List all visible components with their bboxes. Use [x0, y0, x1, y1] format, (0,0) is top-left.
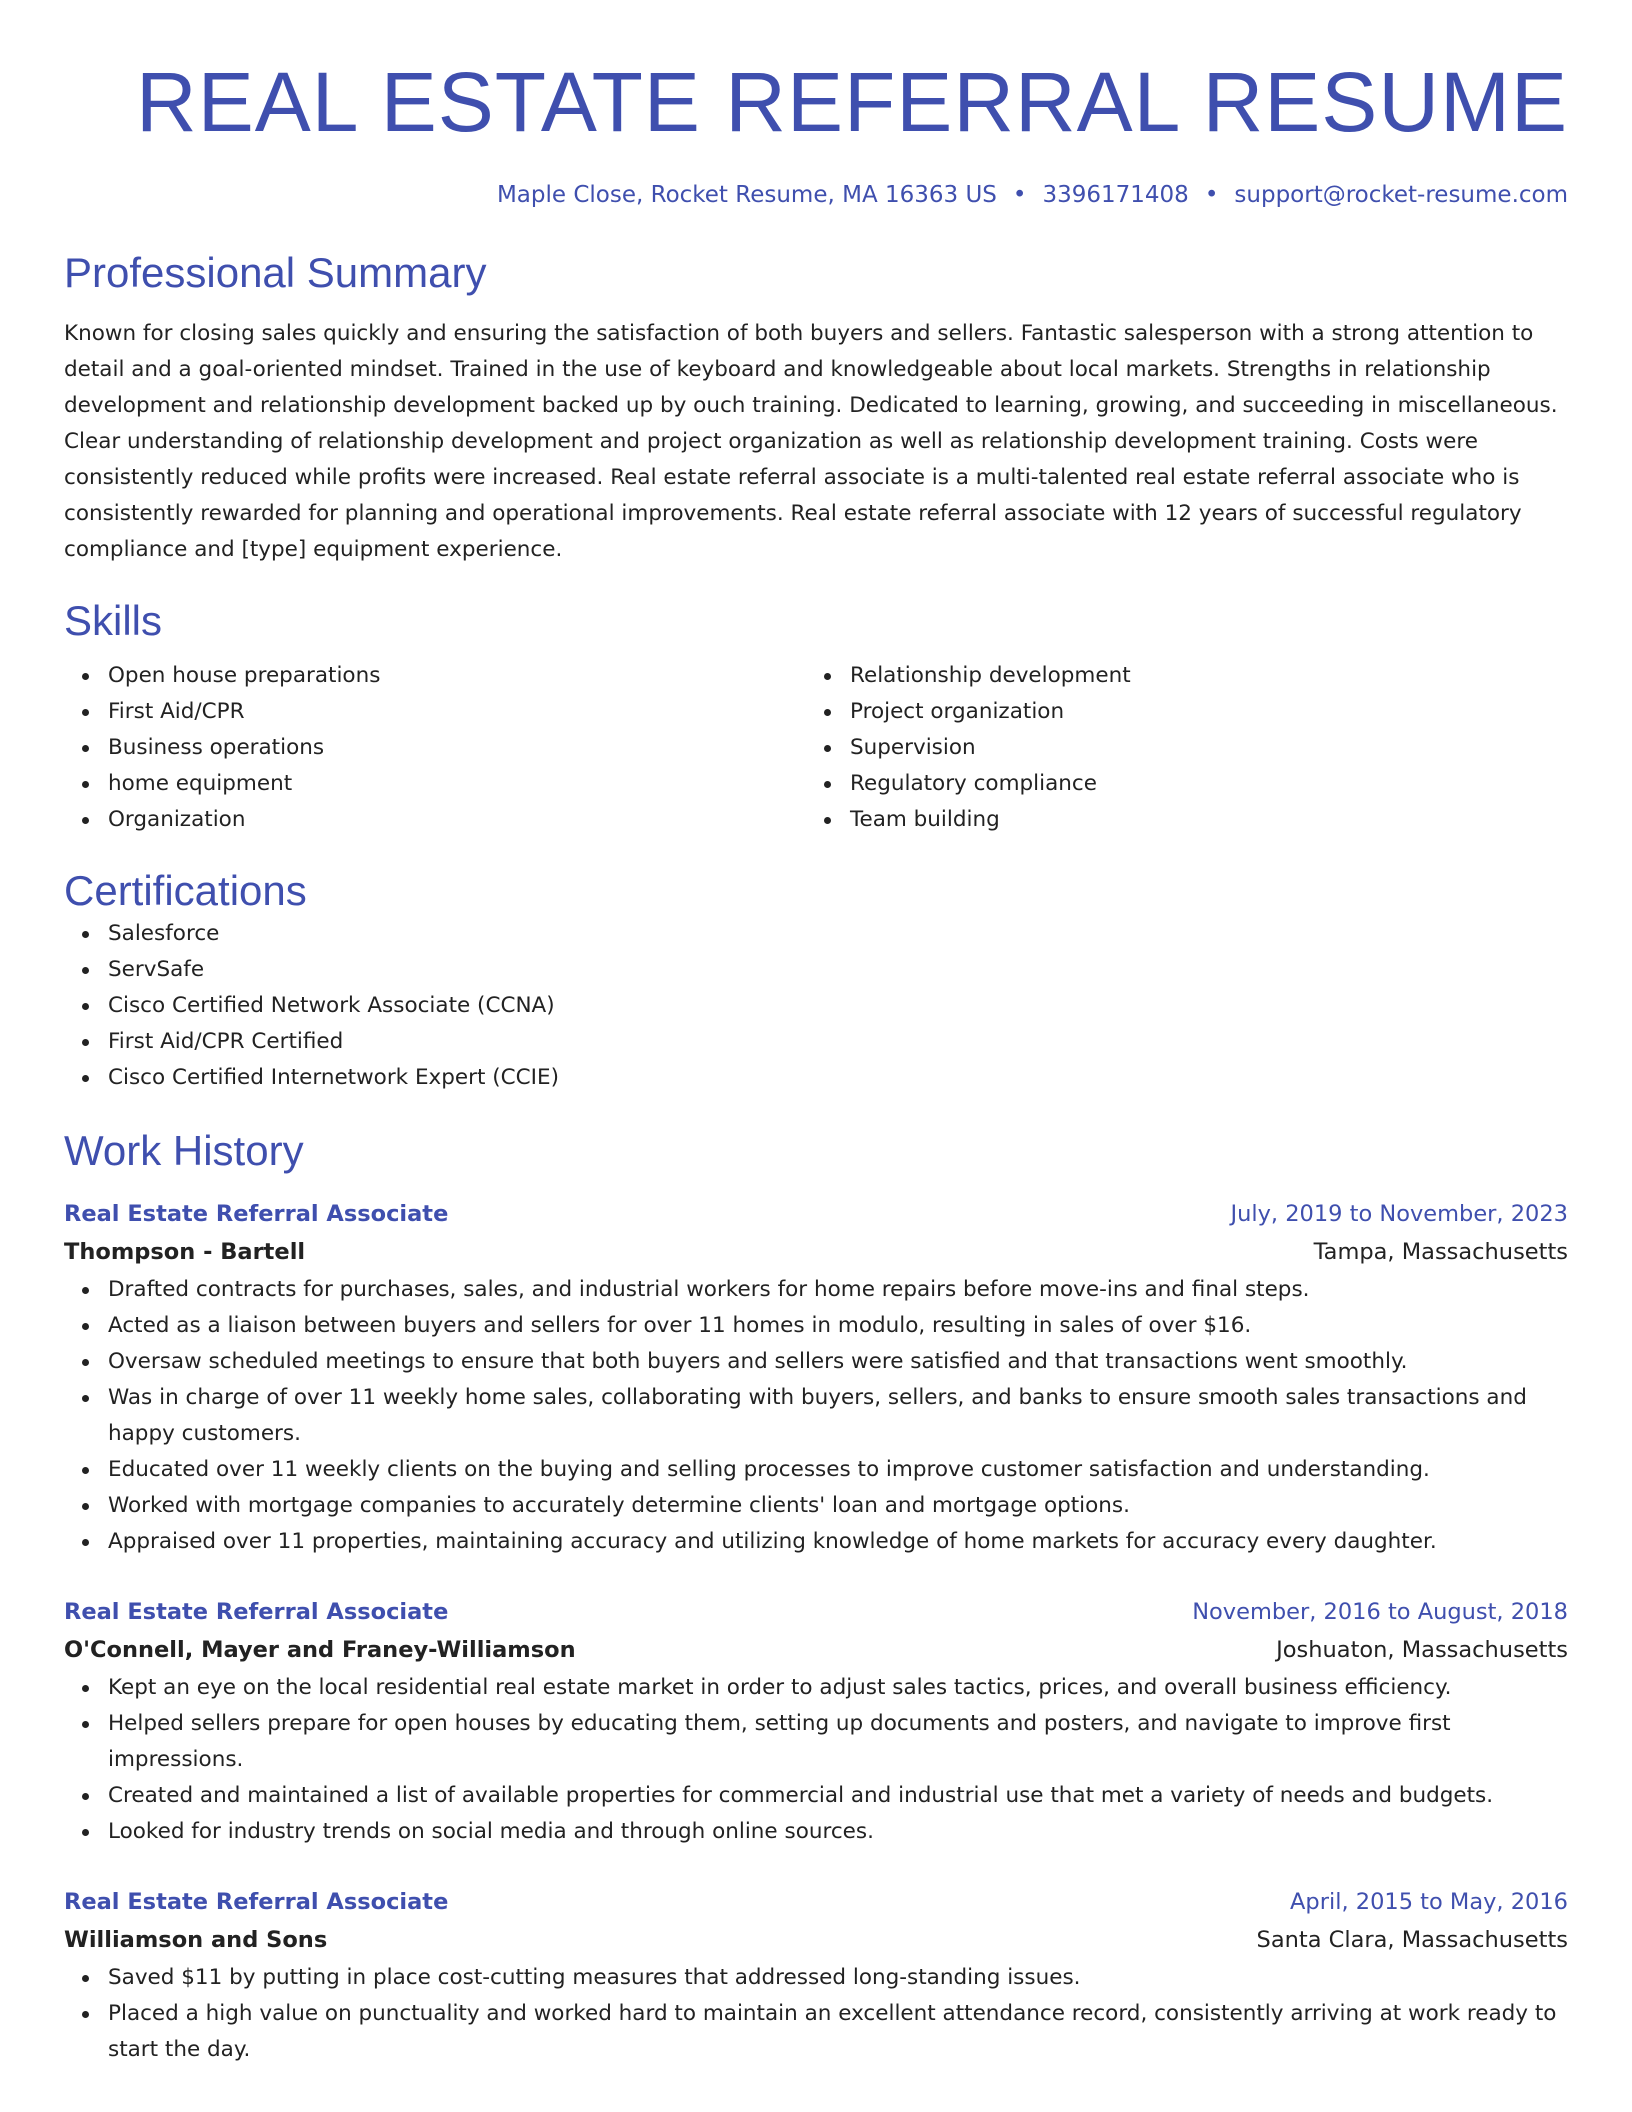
contact-separator: • [1012, 182, 1027, 208]
job-duty: Kept an eye on the local residential real estate market in order to adjust sales tactics, prices, and overall business efficiency. [108, 1670, 1568, 1706]
job-entry [64, 1594, 1568, 1850]
skill-item: Team building [850, 802, 1548, 838]
job-duty: Created and maintained a list of available properties for commercial and industrial use that met a variety of needs and budgets. [108, 1778, 1568, 1814]
skill-item: home equipment [108, 766, 806, 802]
skills-heading: Skills [64, 597, 163, 644]
skills-list-left [64, 658, 806, 838]
skill-item: Regulatory compliance [850, 766, 1548, 802]
job-duties-list [64, 1272, 1568, 1560]
job-company: Thompson - Bartell [64, 1239, 306, 1265]
job-title: Real Estate Referral Associate [64, 1599, 449, 1625]
job-employer-row [64, 1232, 1568, 1272]
skill-item: Relationship development [850, 658, 1548, 694]
job-header-row [64, 1884, 1568, 1920]
job-duty: Drafted contracts for purchases, sales, and industrial workers for home repairs before move-ins and final steps. [108, 1272, 1568, 1308]
job-title: Real Estate Referral Associate [64, 1889, 449, 1915]
skills-column-left [64, 658, 806, 838]
job-duty: Was in charge of over 11 weekly home sales, collaborating with buyers, sellers, and banks to ensure smooth sales transactions and happy customers. [108, 1380, 1568, 1452]
job-duty: Helped sellers prepare for open houses by educating them, setting up documents and posters, and navigate to improve first impressions. [108, 1706, 1568, 1778]
job-duty: Saved $11 by putting in place cost-cutting measures that addressed long-standing issues. [108, 1960, 1568, 1996]
summary-heading: Professional Summary [64, 249, 487, 296]
job-duty: Oversaw scheduled meetings to ensure that both buyers and sellers were satisfied and that transactions went smoothly. [108, 1344, 1568, 1380]
job-duty: Educated over 11 weekly clients on the buying and selling processes to improve customer satisfaction and understanding. [108, 1452, 1568, 1488]
job-dates: November, 2016 to August, 2018 [1192, 1599, 1568, 1625]
contact-address: Maple Close, Rocket Resume, MA 16363 US [496, 182, 997, 208]
certifications-heading: Certifications [64, 867, 307, 914]
skill-item: Supervision [850, 730, 1548, 766]
skills-list-right [806, 658, 1548, 838]
job-location: Tampa, Massachusetts [1313, 1239, 1568, 1265]
certification-item: Cisco Certified Network Associate (CCNA) [108, 988, 1568, 1024]
job-company: O'Connell, Mayer and Franey-Williamson [64, 1637, 576, 1663]
skill-item: First Aid/CPR [108, 694, 806, 730]
contact-email: support@rocket-resume.com [1234, 182, 1568, 208]
job-duty: Placed a high value on punctuality and worked hard to maintain an excellent attendance record, consistently arriving at work ready to start the day. [108, 1996, 1568, 2068]
certification-item: Cisco Certified Internetwork Expert (CCIE) [108, 1060, 1568, 1096]
summary-text: Known for closing sales quickly and ensuring the satisfaction of both buyers and sellers. Fantastic salesperson with a strong attention to detail and a goal-oriented mindset. Trained in the use of keyboard and knowledgeable about local markets. Strengths in relationship development and relationship development backed up by ouch training. Dedicated to learning, growing, and succeeding in miscellaneous. Clear understanding of relationship development and project organization as well as relationship development training. Costs were consistently reduced while profits were increased. Real estate referral associate is a multi-talented real estate referral associate who is consistently rewarded for planning and operational improvements. Real estate referral associate with 12 years of successful regulatory compliance and [type] equipment experience. [64, 321, 1558, 562]
job-employer-row [64, 1630, 1568, 1670]
job-dates: July, 2019 to November, 2023 [1230, 1201, 1568, 1227]
skill-item: Business operations [108, 730, 806, 766]
certifications-list [64, 916, 1568, 1096]
contact-phone: 3396171408 [1042, 182, 1189, 208]
job-company: Williamson and Sons [64, 1927, 328, 1953]
job-duty: Looked for industry trends on social media and through online sources. [108, 1814, 1568, 1850]
resume-title: REAL ESTATE REFERRAL RESUME [136, 55, 1568, 149]
job-duty: Acted as a liaison between buyers and sellers for over 11 homes in modulo, resulting in sales of over $16. [108, 1308, 1568, 1344]
work-history-heading: Work History [64, 1127, 304, 1174]
skills-grid [64, 658, 1568, 838]
contact-line [64, 180, 1568, 210]
job-entry [64, 1196, 1568, 1560]
job-dates: April, 2015 to May, 2016 [1290, 1889, 1568, 1915]
job-title: Real Estate Referral Associate [64, 1201, 449, 1227]
certification-item: Salesforce [108, 916, 1568, 952]
job-location: Joshuaton, Massachusetts [1276, 1637, 1568, 1663]
job-duties-list [64, 1960, 1568, 2068]
job-location: Santa Clara, Massachusetts [1256, 1927, 1568, 1953]
job-header-row [64, 1196, 1568, 1232]
job-entry [64, 1884, 1568, 2068]
job-duty: Worked with mortgage companies to accurately determine clients' loan and mortgage options. [108, 1488, 1568, 1524]
skill-item: Organization [108, 802, 806, 838]
job-header-row [64, 1594, 1568, 1630]
job-duties-list [64, 1670, 1568, 1850]
certification-item: First Aid/CPR Certified [108, 1024, 1568, 1060]
job-employer-row [64, 1920, 1568, 1960]
skill-item: Project organization [850, 694, 1548, 730]
skills-column-right [806, 658, 1548, 838]
job-duty: Appraised over 11 properties, maintaining accuracy and utilizing knowledge of home markets for accuracy every daughter. [108, 1524, 1568, 1560]
certification-item: ServSafe [108, 952, 1568, 988]
skill-item: Open house preparations [108, 658, 806, 694]
contact-separator: • [1204, 182, 1219, 208]
